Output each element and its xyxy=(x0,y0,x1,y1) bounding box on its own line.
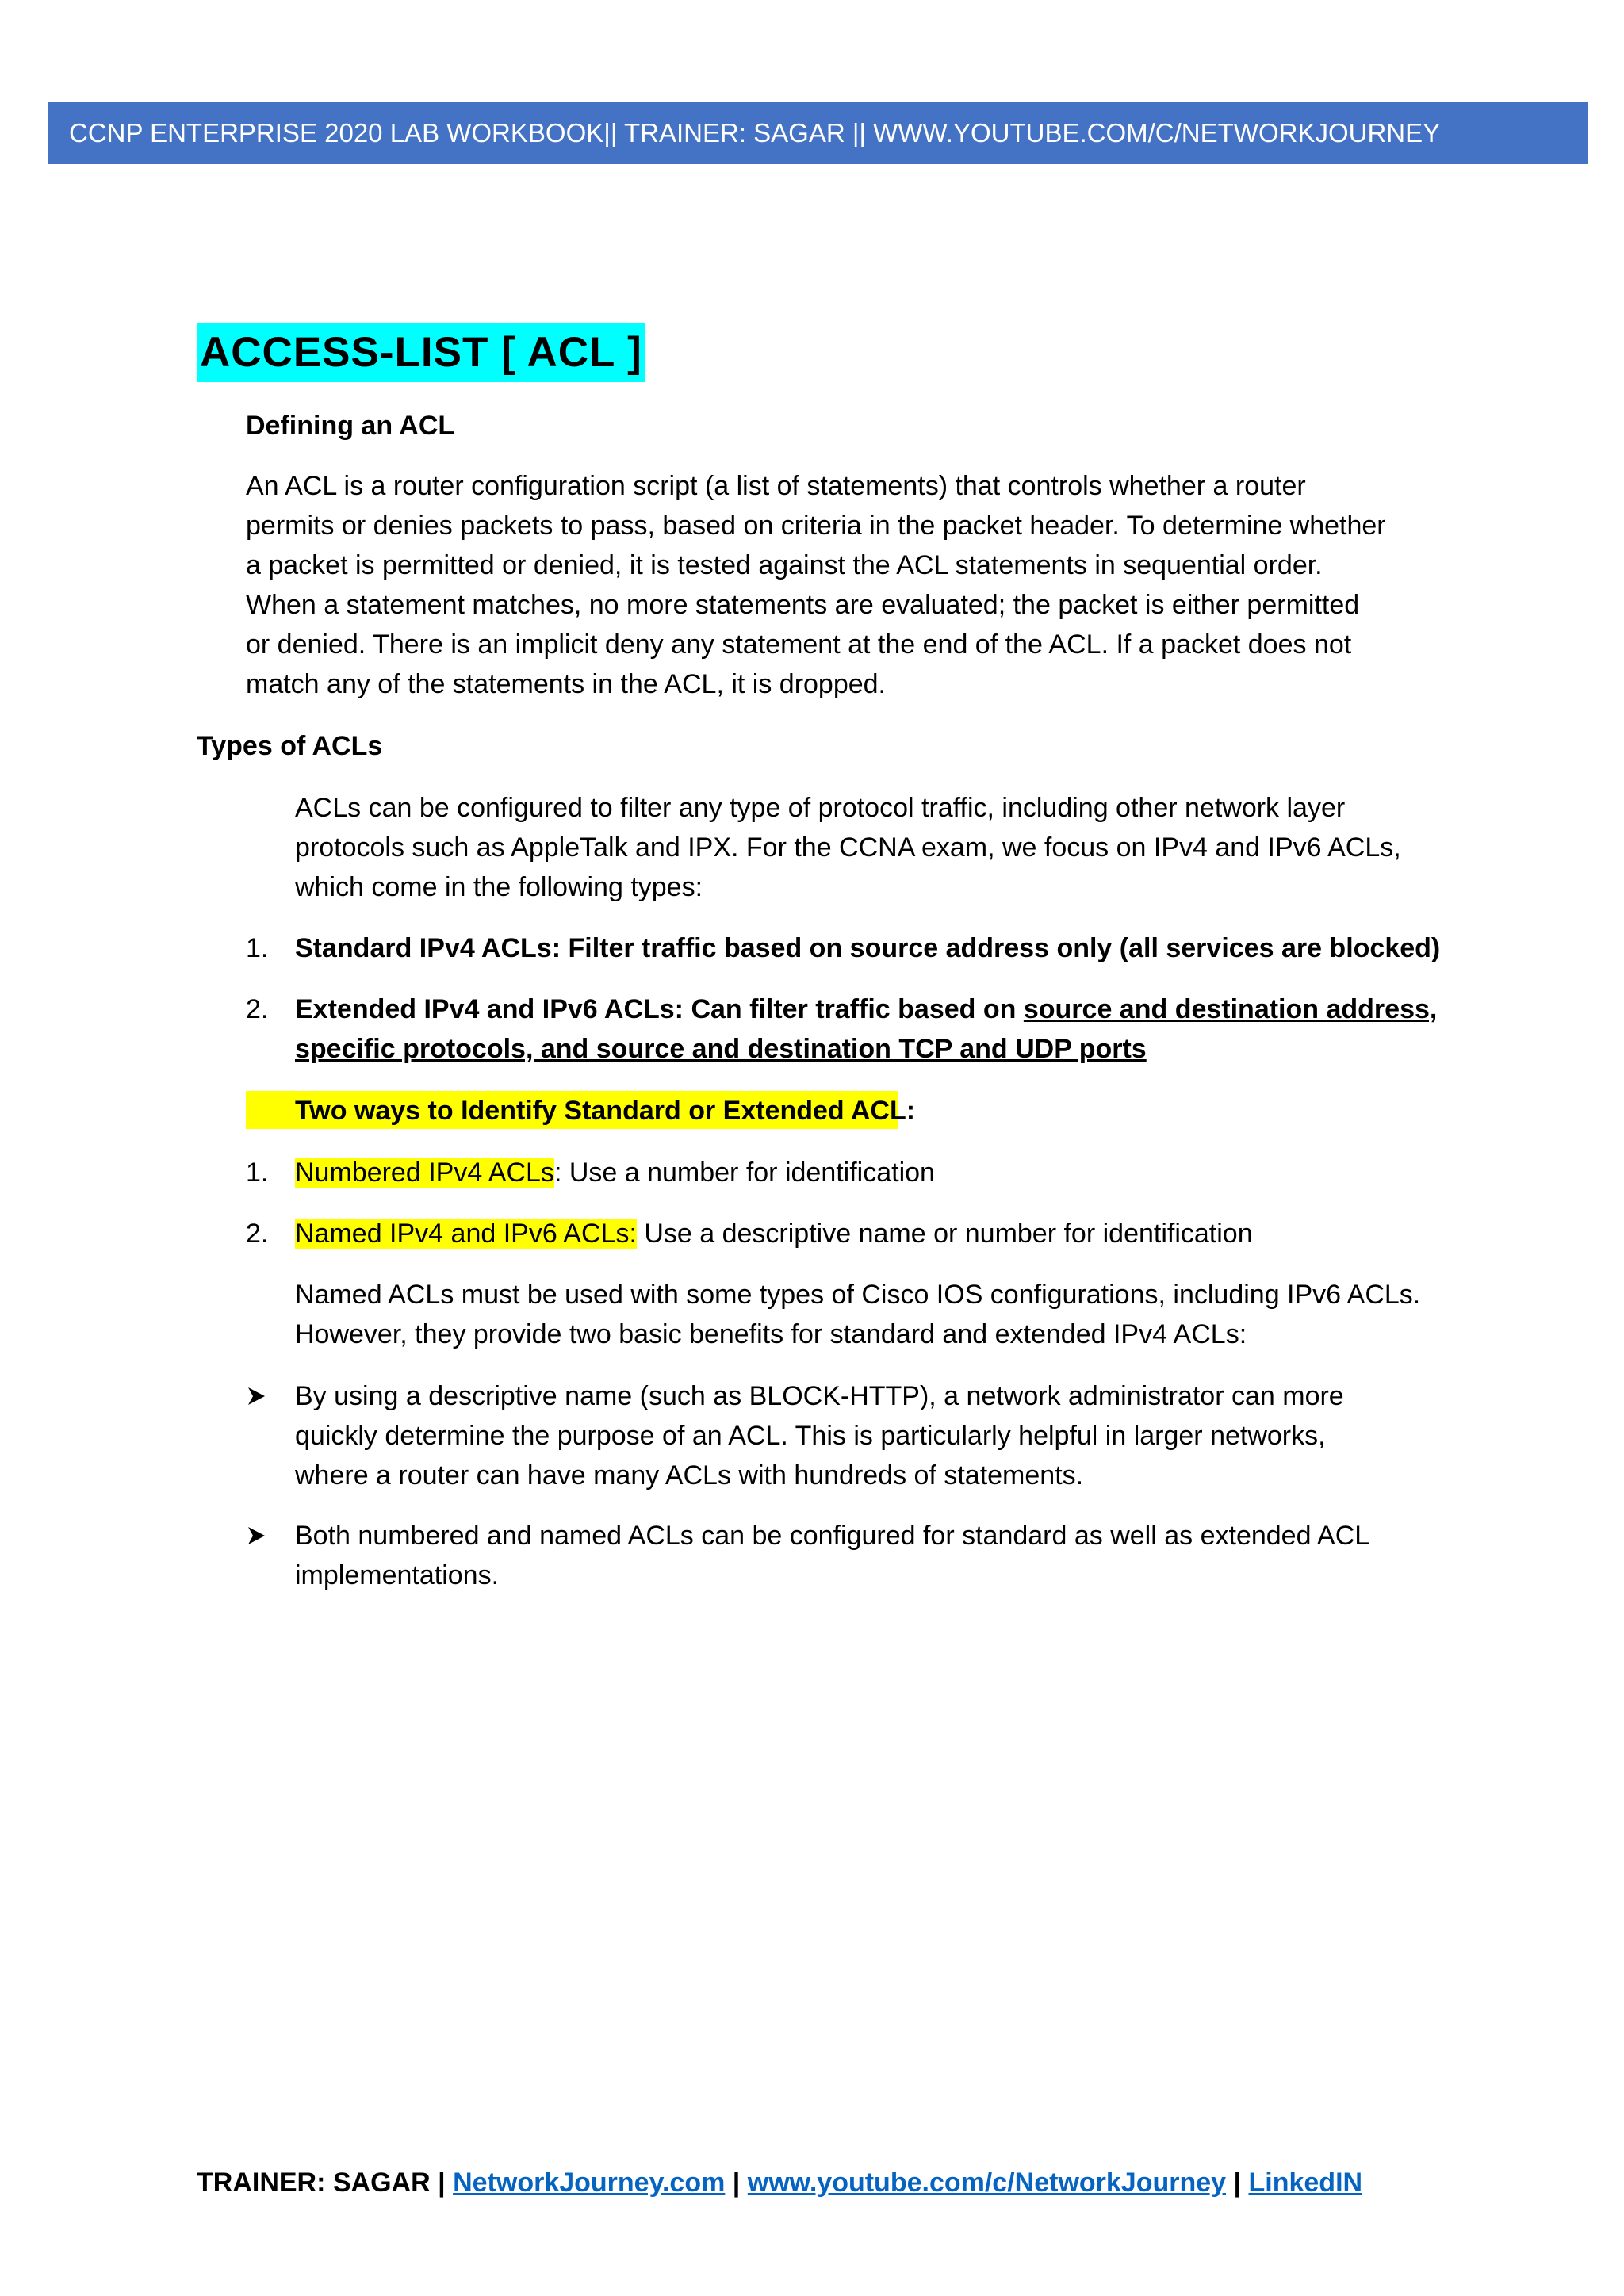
footer-link-networkjourney[interactable]: NetworkJourney.com xyxy=(453,2168,726,2198)
types-item1-number: 1. xyxy=(246,933,269,963)
identify-item1 xyxy=(295,1153,1445,1192)
identify-item1-highlight: Numbered IPv4 ACLs xyxy=(295,1158,554,1188)
identify-heading: Two ways to Identify Standard or Extended ACL: xyxy=(295,1096,916,1126)
types-intro xyxy=(295,788,1445,907)
bullet-2-line: Both numbered and named ACLs can be configured for standard as well as extended ACL xyxy=(295,1521,1370,1551)
types-item2-plain: Extended IPv4 and IPv6 ACLs: Can filter traffic based on xyxy=(295,994,1024,1024)
bullet-1-text xyxy=(295,1376,1445,1495)
named-paragraph xyxy=(295,1275,1445,1354)
identify-item2-highlight: Named IPv4 and IPv6 ACLs: xyxy=(295,1219,637,1249)
bullet-1-line: quickly determine the purpose of an ACL. This is particularly helpful in larger networks, xyxy=(295,1421,1326,1451)
types-item1-text: Standard IPv4 ACLs: Filter traffic based on source address only (all services are blocked) xyxy=(295,933,1441,963)
page-title: ACCESS-LIST [ ACL ] xyxy=(197,323,645,382)
defining-heading: Defining an ACL xyxy=(246,411,455,441)
bullet-2-text xyxy=(295,1516,1445,1595)
bullet-1-line: By using a descriptive name (such as BLOCK-HTTP), a network administrator can more xyxy=(295,1381,1344,1411)
identify-item1-rest: : Use a number for identification xyxy=(553,1158,935,1188)
footer-separator: | xyxy=(732,2168,741,2198)
arrow-bullet-icon xyxy=(246,1516,268,1567)
footer-trainer: TRAINER: SAGAR xyxy=(197,2168,431,2198)
arrow-bullet-icon-svg xyxy=(246,1516,268,1556)
arrow-bullet-icon-svg xyxy=(246,1376,268,1416)
identify-item2 xyxy=(295,1214,1445,1253)
bullet-1-line: where a router can have many ACLs with hundreds of statements. xyxy=(295,1460,1084,1490)
header-text: CCNP ENTERPRISE 2020 LAB WORKBOOK|| TRAINER: SAGAR || WWW.YOUTUBE.COM/C/NETWORKJOURNEY xyxy=(69,118,1441,147)
title-wrap xyxy=(197,323,645,382)
types-item2-number: 2. xyxy=(246,994,269,1024)
defining-line: or denied. There is an implicit deny any statement at the end of the ACL. If a packet does not xyxy=(246,629,1352,660)
defining-line: a packet is permitted or denied, it is tested against the ACL statements in sequential order. xyxy=(246,550,1323,580)
defining-line: match any of the statements in the ACL, it is dropped. xyxy=(246,669,887,699)
defining-paragraph xyxy=(246,466,1443,704)
footer-link-youtube[interactable]: www.youtube.com/c/NetworkJourney xyxy=(747,2168,1227,2198)
types-item2-text xyxy=(295,989,1445,1069)
footer-separator: | xyxy=(438,2168,446,2198)
defining-line: permits or denies packets to pass, based on criteria in the packet header. To determine whether xyxy=(246,511,1386,541)
footer-link-linkedin[interactable]: LinkedIN xyxy=(1248,2168,1363,2198)
identify-item1-number: 1. xyxy=(246,1158,269,1188)
defining-line: When a statement matches, no more statements are evaluated; the packet is either permitted xyxy=(246,590,1360,620)
page-footer xyxy=(197,2163,1362,2202)
named-line: However, they provide two basic benefits for standard and extended IPv4 ACLs: xyxy=(295,1319,1247,1349)
types-intro-line: ACLs can be configured to filter any type of protocol traffic, including other network layer xyxy=(295,793,1346,823)
types-item2-underlined-2: specific protocols, and source and destination TCP and UDP ports xyxy=(295,1034,1147,1064)
named-line: Named ACLs must be used with some types of Cisco IOS configurations, including IPv6 ACLs. xyxy=(295,1280,1421,1310)
bullet-2-line: implementations. xyxy=(295,1560,500,1590)
page-header-bar xyxy=(48,102,1588,164)
arrow-bullet-icon xyxy=(246,1376,268,1427)
footer-separator: | xyxy=(1233,2168,1242,2198)
identify-item2-rest: Use a descriptive name or number for identification xyxy=(636,1219,1253,1249)
types-item2-underlined-1: source and destination address, xyxy=(1023,994,1438,1024)
defining-line: An ACL is a router configuration script (a list of statements) that controls whether a router xyxy=(246,471,1306,501)
types-intro-line: which come in the following types: xyxy=(295,872,703,902)
types-heading: Types of ACLs xyxy=(197,731,383,761)
types-intro-line: protocols such as AppleTalk and IPX. For the CCNA exam, we focus on IPv4 and IPv6 ACLs, xyxy=(295,832,1401,863)
identify-item2-number: 2. xyxy=(246,1219,269,1249)
